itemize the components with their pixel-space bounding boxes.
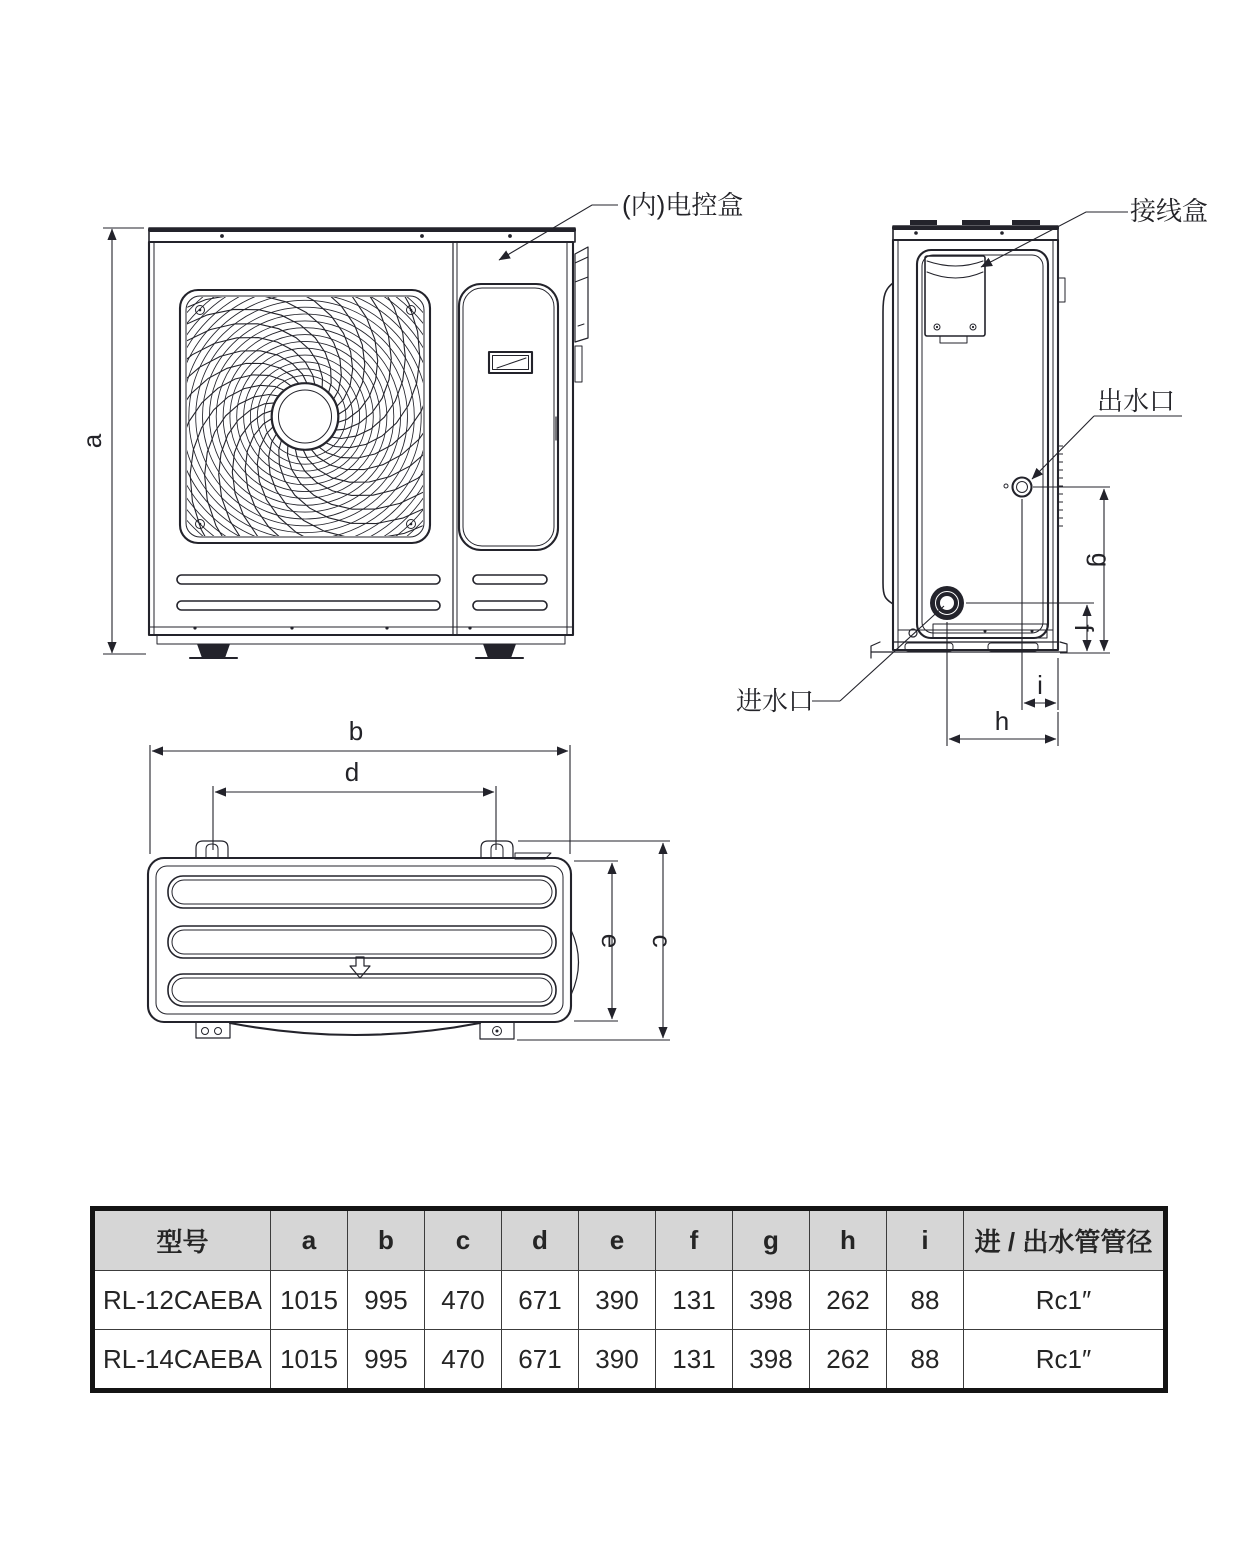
dimension-f	[966, 603, 1099, 651]
cell-model: RL-12CAEBA	[93, 1271, 271, 1330]
top-vent-slots	[168, 876, 556, 1006]
front-feet	[190, 644, 523, 658]
cell-f: 131	[656, 1330, 733, 1391]
cell-pipe: Rc1″	[964, 1271, 1166, 1330]
cell-d: 671	[502, 1271, 579, 1330]
side-view	[736, 196, 1208, 746]
cell-pipe: Rc1″	[964, 1330, 1166, 1391]
callout-control-box	[499, 190, 743, 260]
col-header-h: h	[810, 1209, 887, 1271]
dimension-a	[77, 228, 146, 654]
side-coil-guard	[883, 283, 893, 604]
dim-f-label: f	[1069, 624, 1099, 632]
col-header-b: b	[348, 1209, 425, 1271]
dimension-e	[574, 861, 626, 1021]
col-header-i: i	[887, 1209, 964, 1271]
col-header-g: g	[733, 1209, 810, 1271]
water-inlet-port	[930, 586, 964, 620]
cell-c: 470	[425, 1271, 502, 1330]
cell-i: 88	[887, 1271, 964, 1330]
cell-i: 88	[887, 1330, 964, 1391]
dim-g-label: g	[1086, 552, 1116, 568]
cell-c: 470	[425, 1330, 502, 1391]
callout-water-inlet	[736, 606, 944, 716]
dim-c-label: c	[647, 934, 677, 948]
cell-h: 262	[810, 1271, 887, 1330]
cell-d: 671	[502, 1330, 579, 1391]
col-header-a: a	[271, 1209, 348, 1271]
front-side-tab	[575, 247, 588, 382]
top-view	[148, 716, 677, 1040]
side-base	[871, 624, 1067, 658]
dim-e-label: e	[596, 933, 626, 949]
col-header-f: f	[656, 1209, 733, 1271]
water-outlet-port	[1004, 478, 1032, 497]
dim-i-label: i	[1037, 670, 1043, 700]
junction-box	[925, 256, 985, 343]
cell-model: RL-14CAEBA	[93, 1330, 271, 1391]
col-header-pipe: 进 / 出水管管径	[964, 1209, 1166, 1271]
dim-d-label: d	[344, 757, 360, 787]
cell-f: 131	[656, 1271, 733, 1330]
brand-logo	[489, 352, 532, 373]
top-bottom-edge	[196, 1022, 514, 1039]
spec-table	[90, 1206, 1168, 1393]
dim-a-label: a	[77, 433, 107, 449]
cell-b: 995	[348, 1330, 425, 1391]
side-panel-door	[917, 250, 1048, 638]
front-louver-slots	[177, 575, 547, 610]
water-outlet-label: 出水口	[1097, 386, 1176, 416]
junction-box-label: 接线盒	[1130, 196, 1209, 226]
callout-water-outlet	[1032, 386, 1182, 479]
col-header-model: 型号	[93, 1209, 271, 1271]
table-row	[93, 1271, 1166, 1330]
cell-b: 995	[348, 1271, 425, 1330]
cell-h: 262	[810, 1330, 887, 1391]
callout-junction-box	[981, 196, 1208, 267]
front-panel-door	[459, 284, 558, 550]
dim-h-label: h	[994, 706, 1010, 736]
col-header-c: c	[425, 1209, 502, 1271]
table-row	[93, 1330, 1166, 1391]
top-side-bulge	[571, 930, 579, 995]
dimension-d	[213, 757, 496, 850]
col-header-e: e	[579, 1209, 656, 1271]
airflow-arrow-icon	[350, 957, 370, 978]
col-header-d: d	[502, 1209, 579, 1271]
top-brackets	[196, 841, 551, 859]
dim-b-label: b	[348, 716, 364, 746]
control-box-label: (内)电控盒	[622, 190, 744, 220]
cell-e: 390	[579, 1330, 656, 1391]
cell-g: 398	[733, 1271, 810, 1330]
top-cover-outline	[148, 858, 571, 1022]
cell-a: 1015	[271, 1271, 348, 1330]
water-inlet-label: 进水口	[736, 686, 815, 716]
table-header-row	[93, 1209, 1166, 1271]
front-view	[77, 190, 743, 658]
cell-e: 390	[579, 1271, 656, 1330]
front-skirt	[157, 635, 565, 644]
fan-hub	[272, 384, 338, 450]
cell-a: 1015	[271, 1330, 348, 1391]
cell-g: 398	[733, 1330, 810, 1391]
